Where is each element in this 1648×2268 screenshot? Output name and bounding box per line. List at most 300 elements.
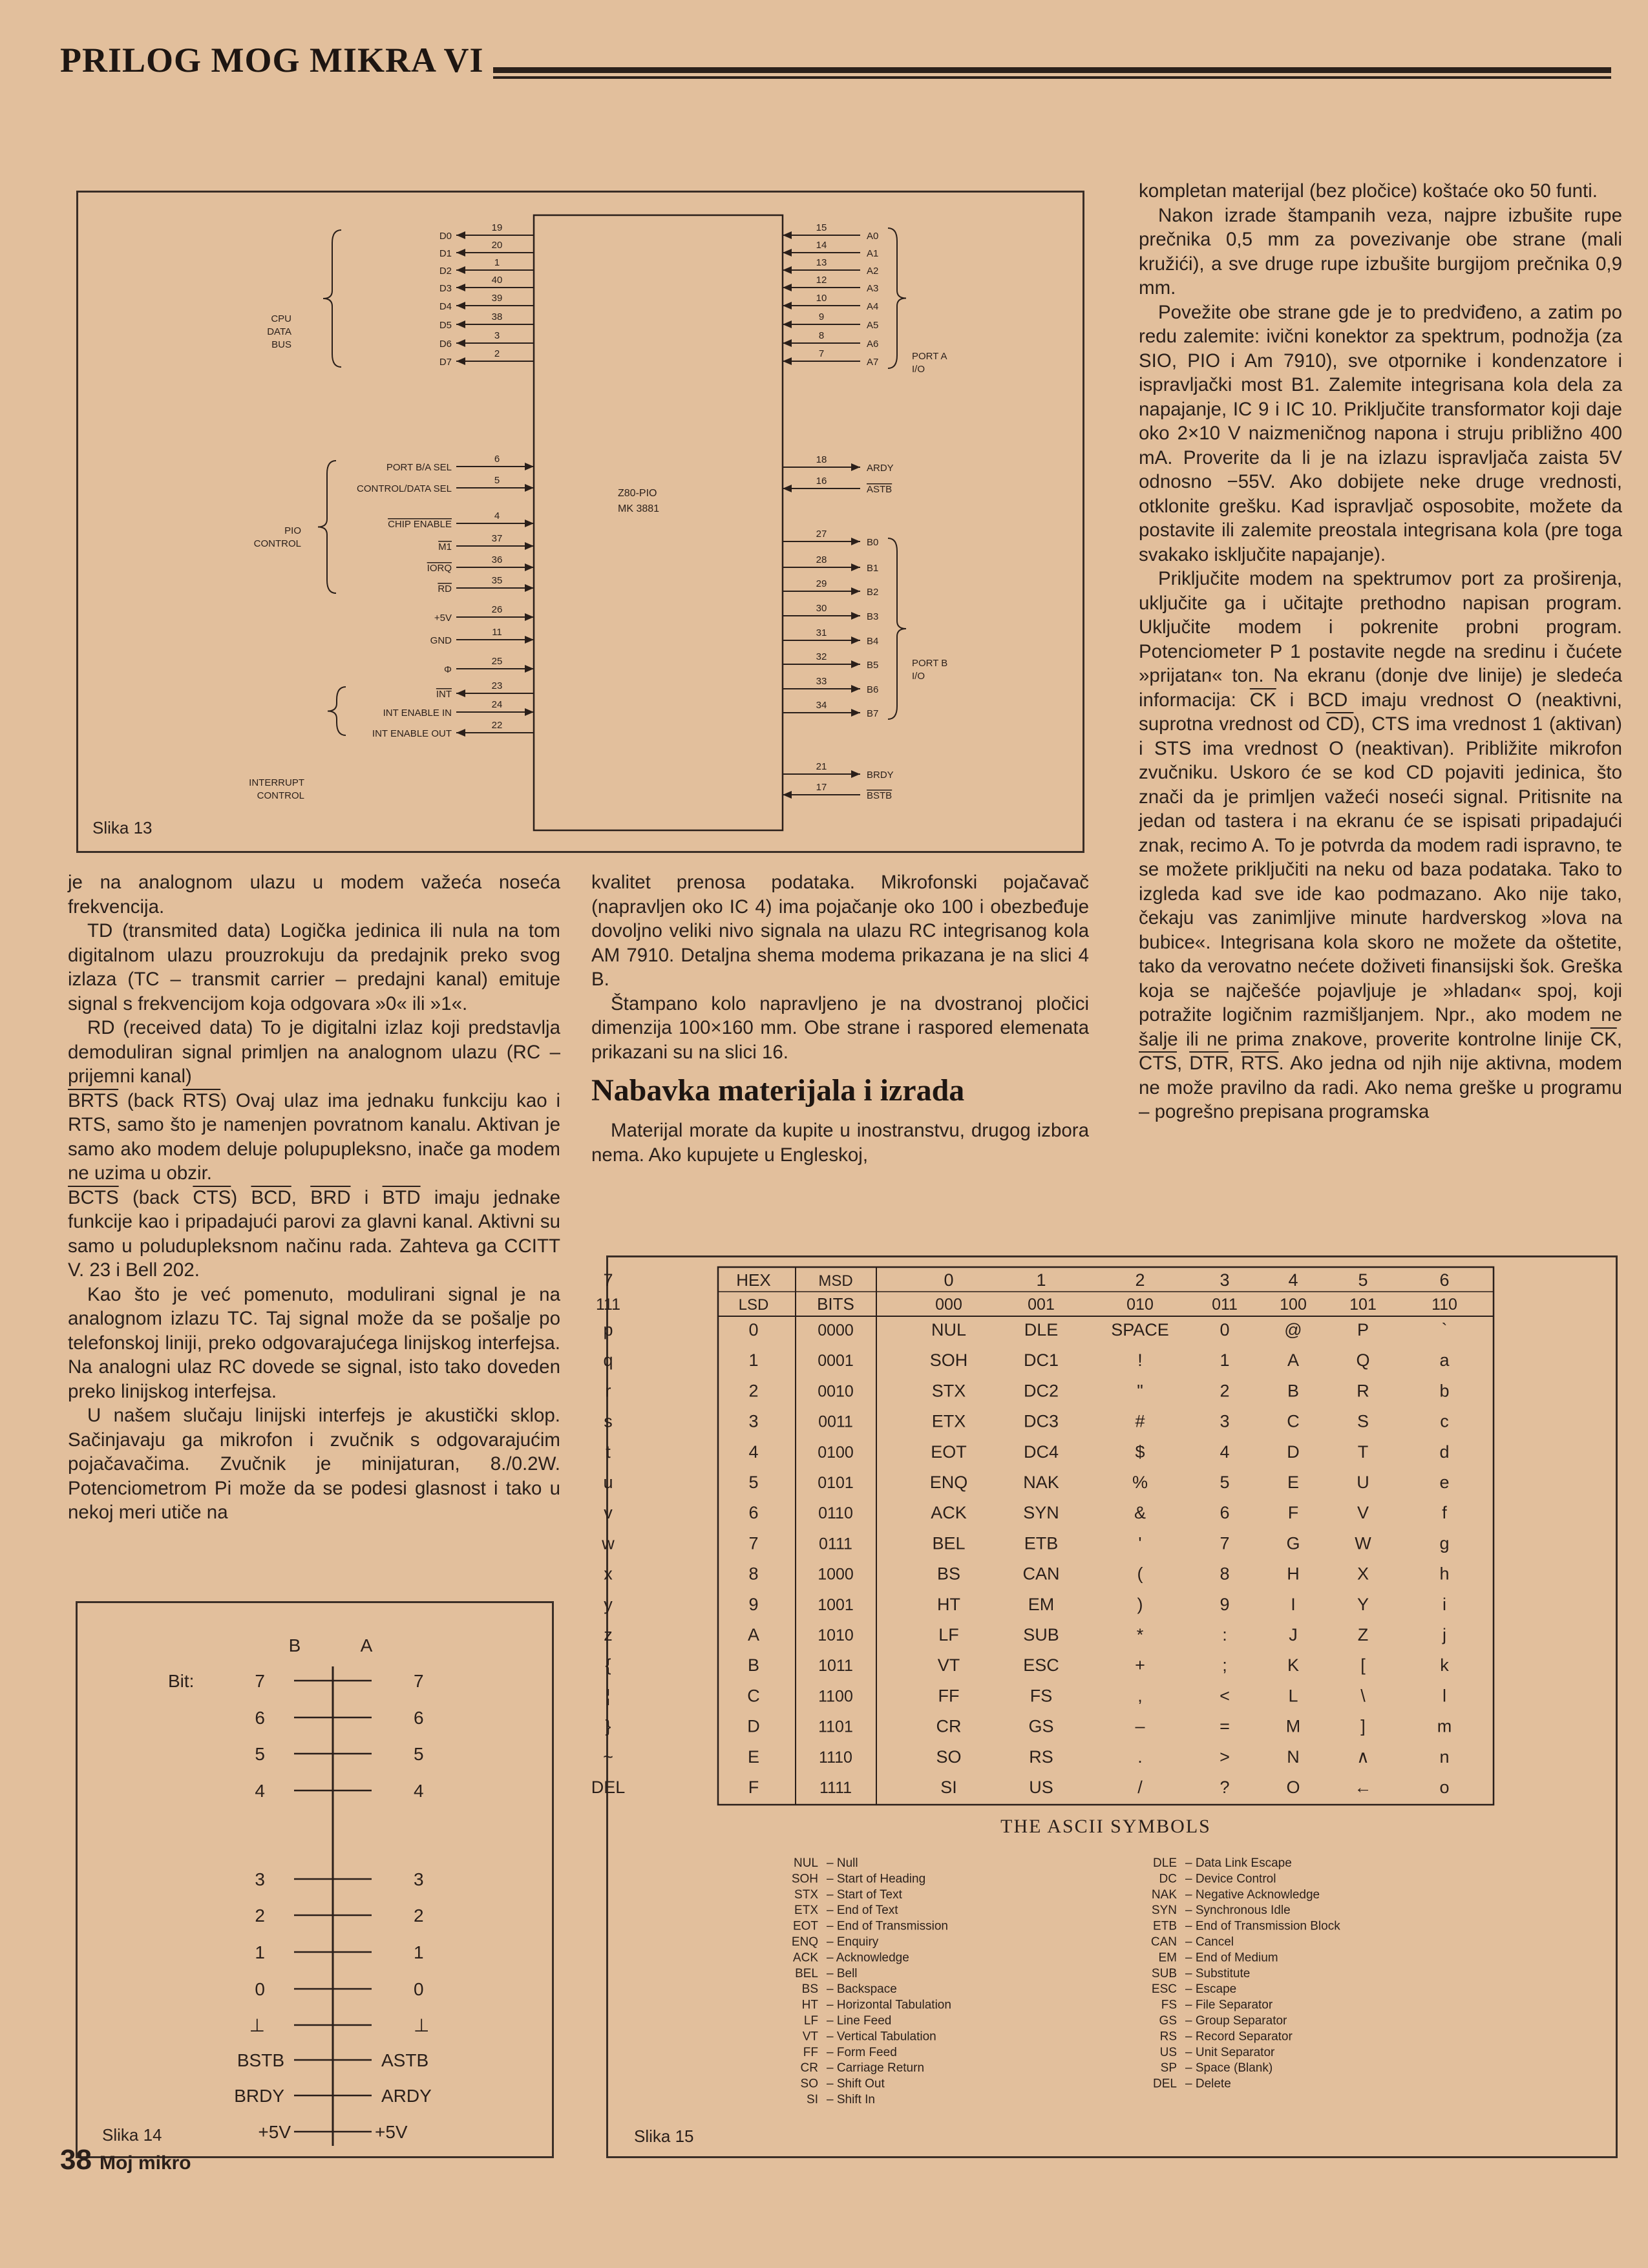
ascii-cell: O [1286,1778,1300,1797]
ascii-cell: & [1134,1503,1146,1523]
ascii-cell: SI [940,1778,957,1797]
connector-diagram [78,1603,552,2156]
signal-name: $\overline{CK}$ [1590,1028,1617,1050]
arrow-head [525,708,534,716]
arrow-head [525,520,534,527]
ascii-cell: E [1287,1473,1300,1492]
pin-label: D3 [439,283,452,294]
text-span: Priključite modem na spektrumov port za proširenja, uključite ga i učitajte prethodno napisan program. Uključite modem i pokrenite probni program. Potenciometer P 1 postavite negde na sredinu i čućete »prijatan« ton. Na ekranu (donje dve linije) je sledeća informacija: [1139,568,1622,711]
pin-number: 12 [816,275,827,286]
hex-value: 0 [748,1320,759,1339]
lsd-bits: 1011 [818,1657,853,1675]
legend-desc: – Negative Acknowledge [1185,1887,1320,1902]
header-msd: MSD [818,1272,853,1290]
lsd-bits: 0010 [818,1382,854,1401]
paragraph: kvalitet prenosa podataka. Mikrofonski pojačavač (napravljen oko IC 4) ima pojačanje oko 100 i obezbeđuje dovoljno veliki nivo signala na ulazu RC integrisanog kola AM 7910. Detaljna shema modema prikazana je na slici 4 B. [591,872,1089,990]
ascii-cell: L [1288,1686,1298,1706]
paragraph: Povežite obe strane gde je to predviđeno, a zatim po redu zalemite: ivični konektor za spektrum, podnožja (za SIO, PIO i Am 7910), sve otpornike i kondenzatore i ispravljački most B1. Zalemite integrisana kola dela za napajanje, IC 9 i IC 10. Priključite transformator koji daje oko 2×10 V naizmeničnog napona i struju približno 400 mA. Proverite da li je na izlazu ispravljača zaista 5V odnosno −55V. Ako dobijete neke druge vrednosti, otklonite grešku. Kad ispravljač osposobite, možete da postavite ili zalemite preostala integrisana kola (pre toga svakako isključite napajanje). [1139,301,1622,565]
legend-abbr: CR [800,2061,818,2075]
text-span: i [350,1186,383,1208]
arrow-head [456,729,465,737]
signal-name: $\overline{CD}$ [1326,713,1354,735]
column-label-b: B [288,1635,301,1655]
legend-abbr: US [1159,2045,1177,2059]
lsd-bits: 1110 [819,1748,852,1767]
ascii-cell: DC1 [1023,1350,1059,1370]
pin-label: PORT B/A SEL [386,462,452,473]
legend-abbr: HT [801,1998,818,2012]
header-bits: BITS [817,1294,854,1314]
legend-abbr: NAK [1151,1887,1177,1902]
pin-number: 3 [494,330,500,341]
pin-label: BRDY [867,770,894,781]
chip-body [534,215,783,830]
legend-abbr: SO [800,2077,818,2091]
hex-value: 5 [748,1473,759,1492]
ascii-cell: EM [1028,1594,1055,1614]
ascii-cell: x [604,1564,613,1584]
header-lsd: LSD [738,1296,769,1314]
legend-desc: – Shift In [827,2093,875,2106]
ascii-cell: 2 [1220,1381,1230,1401]
ascii-cell: ? [1220,1778,1230,1797]
column-label-a: A [360,1635,373,1655]
pin-label: D7 [439,357,452,368]
arrow-head [783,302,792,310]
ascii-cell: NAK [1023,1473,1059,1492]
legend-desc: – Delete [1185,2077,1231,2091]
ascii-cell: ! [1137,1350,1143,1370]
legend-desc: – Null [827,1856,858,1870]
pin-label: B4 [867,636,879,647]
ascii-cell: H [1287,1564,1300,1584]
pin-number: 39 [491,293,503,304]
arrow-head [783,357,792,365]
ascii-cell: 9 [1220,1594,1230,1614]
paragraph: U našem slučaju linijski interfejs je akustički sklop. Sačinjavaju ga mikrofon i zvučnik s odgovarajućim pojačavačima. Zvučnik je minijaturan, 8./0.2W. Potenciometrom Pi može da se podesi glasnost i tako u nekoj meri utiče na [68,1405,560,1523]
lsd-bits: 0110 [818,1504,853,1523]
arrow-head [525,613,534,621]
pin-number: 37 [491,533,503,544]
ascii-cell: K [1287,1655,1300,1675]
pin-number: 4 [494,510,500,521]
text-span: ) [231,1186,251,1208]
ascii-cell: $ [1135,1442,1145,1462]
legend-abbr: DLE [1153,1856,1177,1870]
arrow-head [456,231,465,239]
pin-b-label: 6 [255,1708,265,1728]
msd-bits: 001 [1028,1296,1055,1314]
pin-number: 9 [818,311,825,322]
legend-desc: – Enquiry [827,1935,879,1949]
control-brace [318,461,336,593]
legend-abbr: SYN [1151,1904,1177,1918]
ascii-cell: T [1357,1442,1369,1462]
ascii-cell: BEL [932,1533,966,1553]
pin-label: A6 [867,339,879,350]
ascii-cell: ETX [931,1411,966,1431]
hex-value: 9 [748,1594,759,1614]
arrow-head [456,302,465,310]
legend-desc: – Start of Text [827,1887,902,1902]
pin-b-label: 1 [255,1942,265,1962]
legend-desc: – File Separator [1185,1998,1273,2012]
legend-abbr: CAN [1150,1935,1177,1949]
hex-value: 4 [748,1442,759,1462]
arrow-head [783,485,792,492]
arrow-head [525,665,534,673]
ascii-cell: u [603,1473,613,1492]
pin-label: INT ENABLE OUT [372,728,452,739]
lsd-bits: 1010 [818,1626,854,1644]
signal-name: $\overline{DTR}$ [1189,1053,1229,1074]
signal-name: $\overline{CK}$ [1249,689,1276,711]
pin-number: 14 [816,240,827,251]
pin-number: 24 [491,699,503,710]
arrow-head [456,357,465,365]
figure-14-connector [76,1601,554,2158]
ascii-cell: . [1137,1747,1143,1767]
arrow-head [783,791,792,799]
ascii-cell: SO [936,1747,962,1767]
legend-desc: – Device Control [1185,1872,1276,1886]
legend-desc: – Start of Heading [827,1872,926,1886]
arrow-head [783,339,792,347]
msd-value: 2 [1135,1270,1145,1290]
pin-b-label: 4 [255,1781,265,1801]
arrow-head [525,563,534,571]
ascii-cell: h [1439,1564,1450,1584]
pin-label: A5 [867,320,879,331]
msd-bits: 100 [1280,1296,1307,1314]
pin-number: 11 [492,627,502,638]
arrow-head [851,612,860,620]
header-rule [493,67,1611,73]
arrow-head [525,484,534,492]
ascii-cell: ] [1360,1716,1366,1736]
pin-label: B6 [867,684,879,695]
pin-number: 7 [818,348,825,359]
pin-label: A2 [867,266,879,277]
legend-desc: – Line Feed [827,2014,892,2028]
ascii-cell: M [1285,1716,1301,1736]
pin-label: A4 [867,301,879,312]
pin-b-label: BRDY [234,2086,284,2106]
paragraph: je na analognom ulazu u modem važeća noseća frekvencija. [68,872,560,918]
ascii-cell: s [604,1411,613,1431]
arrow-head [851,709,860,717]
legend-desc: – Substitute [1185,1966,1251,1980]
pin-b-label: +5V [258,2122,291,2142]
ascii-cell: CAN [1022,1564,1060,1584]
pin-label: Φ [444,664,452,675]
pin-a-label: ⊥ [414,2015,430,2035]
ascii-cell: } [605,1716,611,1736]
legend-abbr: ETX [794,1904,818,1918]
arrow-head [851,538,860,545]
ascii-cell: 4 [1220,1442,1230,1462]
bus-brace [323,230,341,367]
msd-value: 7 [603,1270,613,1290]
ascii-cell: > [1220,1747,1230,1767]
figure-13-caption: Slika 13 [92,818,153,837]
ascii-cell: c [1440,1411,1449,1431]
ascii-cell: = [1220,1716,1230,1736]
hex-value: 8 [748,1564,759,1584]
text-span: ), CTS ima vrednost 1 (aktivan) i STS ima vrednost O (neaktivan). Približite mikrofon zvučniku. Uskoro će se kod CD pojaviti jedinica, što znači da je primljen važeći noseći signal. Pritisnite na jedan od tastera i na ekranu će se ispisati pripadajući znak, recimo A. To je potvrda da modem radi ispravno, te se možete priključiti na neku od baza podataka. Tako to izgleda kad sve ide kao podmazano. Ako nije tako, čekaju vas zanimljive minute hardverskog »lova na bubice«. Integrisana kola skoro ne možete da oštetite, tako da verovatno nećete doživeti finansijski šok. Greška koja se najčešće pojavljuje je »hladan« spoj, koji potražite logičnim razmišljanjem. Npr., ako modem ne šalje ili ne prima znakove, proverite kontrolne linije [1139,713,1622,1050]
pin-a-label: 1 [414,1942,424,1962]
pin-number: 29 [816,578,827,589]
legend-abbr: SI [807,2093,818,2106]
pin-label: CHIP ENABLE [388,519,452,530]
pin-number: 26 [491,604,503,615]
legend-desc: – Synchronous Idle [1185,1904,1291,1918]
ascii-cell: SUB [1023,1625,1059,1644]
legend-desc: – Data Link Escape [1185,1856,1292,1870]
pin-label: ASTB [867,484,893,495]
arrow-head [456,339,465,347]
pin-label: A7 [867,357,879,368]
pin-label: IORQ [427,563,452,574]
ascii-cell: EOT [931,1442,967,1462]
paragraph: Nakon izrade štampanih veza, najpre izbušite rupe prečnika 0,5 mm za povezivanje obe strane (mali kružići), a sve druge rupe izbušite burgijom prečnika 0,9 mm. [1139,204,1622,299]
pin-number: 25 [491,656,503,667]
figure-15-caption: Slika 15 [634,2126,694,2146]
ascii-cell: ESC [1023,1655,1059,1675]
msd-value: 5 [1358,1270,1368,1290]
group-label: I/O [912,671,925,682]
ascii-cell: % [1132,1473,1148,1492]
pin-a-label: 3 [414,1869,424,1889]
pin-label: D1 [439,248,452,259]
ascii-cell: GS [1028,1716,1054,1736]
pin-label: D0 [439,231,452,242]
hex-value: E [747,1747,760,1767]
lsd-bits: 1000 [818,1565,854,1584]
text-span: , [1177,1053,1190,1074]
legend-desc: – Form Feed [827,2045,897,2059]
ascii-cell: SOH [929,1350,968,1370]
paragraph [68,1186,560,1283]
legend-abbr: SOH [791,1872,818,1886]
legend-desc: – Shift Out [827,2077,885,2091]
ascii-cell: F [1287,1503,1299,1523]
ascii-cell: " [1137,1381,1143,1401]
group-label: PIO [284,525,301,536]
legend-desc: – Backspace [827,1982,897,1997]
pin-a-label: ARDY [381,2086,432,2106]
ascii-cell: CR [936,1716,962,1736]
ascii-cell: Z [1357,1625,1369,1644]
ascii-cell: – [1135,1716,1145,1736]
pin-number: 32 [816,651,827,662]
signal-name: $\overline{BRD}$ [310,1186,351,1208]
ascii-cell: FF [938,1686,960,1706]
ascii-cell: LF [938,1625,959,1644]
ascii-cell: ∧ [1357,1747,1369,1767]
arrow-head [851,685,860,693]
paragraph: Materijal morate da kupite u inostranstvu, drugog izbora nema. Ako kupujete u Engleskoj, [591,1120,1089,1166]
ascii-cell: U [1357,1473,1369,1492]
pin-label: A3 [867,283,879,294]
ascii-cell: Y [1357,1594,1369,1614]
legend-abbr: FS [1161,1998,1177,2012]
interrupt-brace [328,687,346,735]
pin-a-label: +5V [375,2122,408,2142]
ascii-cell: a [1439,1350,1450,1370]
msd-bits: 101 [1349,1296,1377,1314]
pin-b-label: 5 [255,1744,265,1764]
pin-a-label: 2 [414,1906,424,1926]
pin-b-label: 3 [255,1869,265,1889]
legend-desc: – Cancel [1185,1935,1234,1949]
ascii-cell: f [1442,1503,1447,1523]
hex-value: B [747,1655,760,1675]
ascii-cell: 1 [1220,1350,1230,1370]
msd-value: 4 [1288,1270,1298,1290]
pin-number: 6 [494,454,500,465]
arrow-head [783,266,792,274]
msd-bits: 110 [1431,1296,1457,1314]
signal-name: BRTS [68,1089,119,1111]
legend-abbr: SUB [1151,1966,1177,1980]
ascii-cell: 5 [1220,1473,1230,1492]
pin-label: D5 [439,320,452,331]
ascii-table-diagram [591,1257,1616,2156]
lsd-bits: 1111 [819,1779,852,1797]
text-span: , [1228,1053,1241,1074]
ascii-cell: 0 [1220,1320,1230,1339]
header-hex: HEX [736,1270,771,1290]
pin-number: 23 [491,680,503,691]
ascii-cell: e [1439,1473,1450,1492]
ascii-cell: S [1357,1411,1369,1431]
lsd-bits: 0101 [818,1474,854,1492]
ascii-cell: ← [1354,1778,1372,1797]
pin-label: B0 [867,537,879,548]
text-span: . Ako jedna od njih nije aktivna, modem ne može pravilno da radi. Ako nema greške u programu – pogrešno prepisana programska [1139,1053,1622,1122]
pin-number: 16 [816,476,827,487]
hex-value: 3 [748,1411,759,1431]
ascii-cell: DLE [1024,1320,1059,1339]
pin-label: D4 [439,301,452,312]
pin-a-label: ASTB [381,2050,429,2070]
ascii-cell: N [1287,1747,1300,1767]
hex-value: C [747,1686,760,1706]
ascii-cell: DEL [591,1778,626,1797]
text-span: (back [118,1186,193,1208]
msd-bits: 000 [935,1296,962,1314]
pio-pinout-diagram [78,193,1083,851]
ascii-cell: , [1137,1686,1143,1706]
group-label: PORT B [912,658,948,669]
ascii-cell: D [1287,1442,1300,1462]
msd-value: 6 [1439,1270,1450,1290]
legend-desc: – Bell [827,1966,858,1980]
ascii-cell: g [1439,1533,1450,1553]
legend-abbr: RS [1159,2030,1177,2044]
paragraph [1139,567,1622,1124]
ascii-cell: ETB [1024,1533,1059,1553]
legend-abbr: ETB [1153,1919,1177,1933]
pin-number: 5 [494,475,500,486]
signal-name: $\overline{BTD}$ [382,1186,421,1208]
figure-14-caption: Slika 14 [102,2125,162,2145]
arrow-head [525,463,534,470]
page-number: 38 [60,2144,92,2176]
legend-abbr: DEL [1153,2077,1177,2091]
pin-number: 1 [494,257,500,268]
pin-number: 21 [816,761,827,772]
lsd-bits: 0111 [819,1535,852,1553]
ascii-cell: : [1222,1625,1227,1644]
arrow-head [851,770,860,778]
magazine-name: Moj mikro [99,2152,191,2174]
pin-a-label: 7 [414,1671,424,1691]
ascii-cell: J [1289,1625,1298,1644]
arrow-head [851,636,860,644]
legend-abbr: STX [794,1887,818,1902]
ascii-cell: ACK [931,1503,967,1523]
pin-number: 22 [491,720,503,731]
ascii-cell: A [1287,1350,1300,1370]
lsd-bits: 1001 [818,1595,854,1614]
legend-abbr: SP [1160,2061,1177,2075]
arrow-head [456,689,465,697]
lsd-bits: 0100 [818,1443,854,1462]
pin-label: +5V [434,613,452,624]
ascii-cell: [ [1360,1655,1366,1675]
lsd-bits: 0000 [818,1321,854,1339]
arrow-head [851,463,860,471]
msd-value: 1 [1036,1270,1046,1290]
pin-label: B7 [867,708,879,719]
ascii-cell: X [1357,1564,1369,1584]
ascii-cell: m [1437,1716,1452,1736]
hex-value: F [748,1778,759,1797]
legend-desc: – Acknowledge [827,1951,909,1965]
pin-number: 34 [816,700,827,711]
legend-desc: – End of Transmission [827,1919,948,1933]
pin-a-label: 4 [414,1781,424,1801]
ascii-cell: l [1442,1686,1446,1706]
pin-number: 35 [491,575,503,586]
signal-name: $\overline{CTS}$ [1139,1053,1177,1074]
text-span: , [291,1186,311,1208]
pin-number: 18 [816,454,827,465]
hex-value: D [747,1716,760,1736]
signal-name: $\overline{RTS}$ [1241,1053,1279,1074]
legend-abbr: LF [803,2014,818,2028]
pin-label: A0 [867,231,879,242]
legend-abbr: BEL [795,1966,818,1980]
arrow-head [456,284,465,291]
pin-number: 8 [818,330,825,341]
ascii-cell: { [605,1655,611,1675]
ascii-cell: W [1355,1533,1371,1553]
ascii-cell: DC4 [1023,1442,1059,1462]
port-a-brace [888,228,906,368]
pin-b-label: 0 [255,1979,265,1999]
arrow-head [851,587,860,595]
msd-bits: 111 [595,1296,621,1314]
arrow-head [851,563,860,571]
legend-desc: – Unit Separator [1185,2045,1275,2059]
ascii-cell: y [604,1594,613,1614]
text-span: imaju jednake funkcije kao i pripadajući parovi za glavni kanal. Aktivni su samo u poludupleksnom načinu rada. Zahteva ga CCITT V. 23 i Bell 202. [68,1186,560,1281]
ascii-cell: V [1357,1503,1369,1523]
ascii-cell: ENQ [929,1473,968,1492]
